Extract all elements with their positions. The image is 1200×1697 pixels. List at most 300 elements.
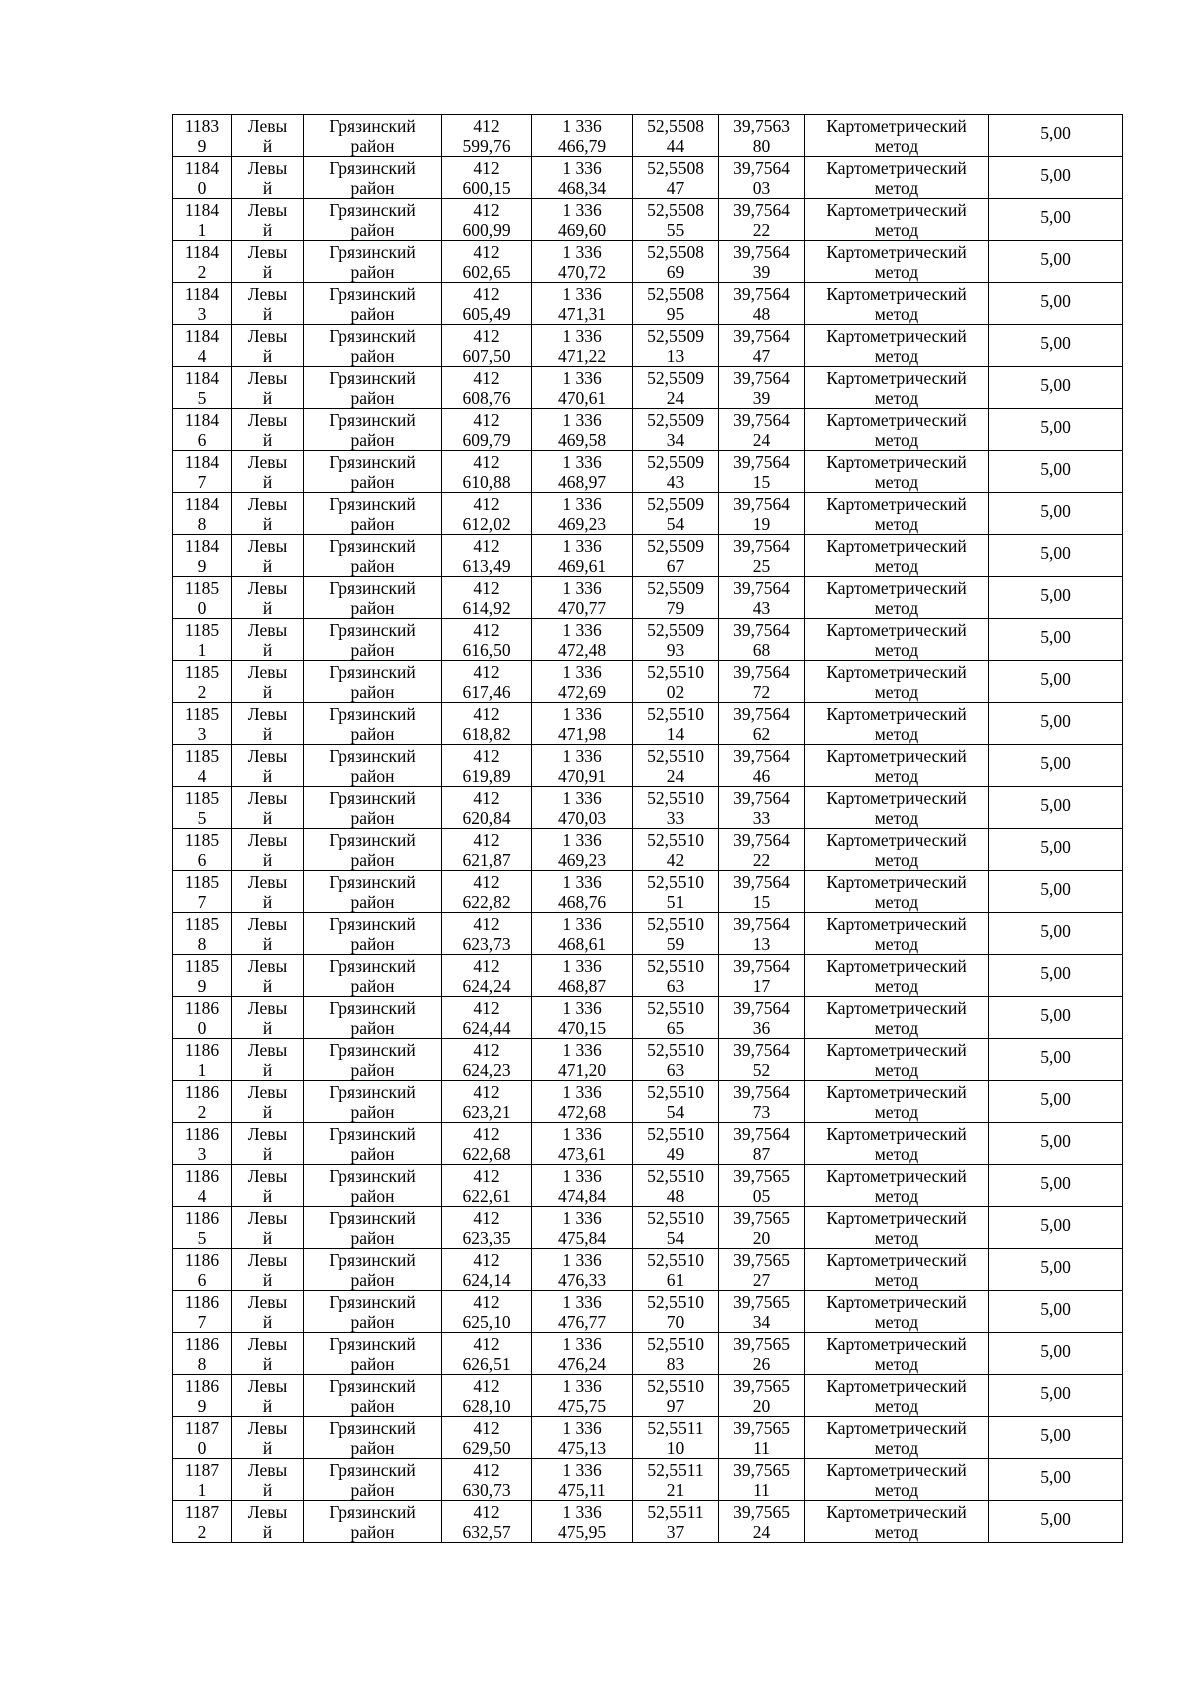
accuracy-cell: 5,00 <box>989 409 1123 451</box>
latitude-cell: 52,5510 24 <box>633 745 719 787</box>
coord-y-cell: 1 336 468,34 <box>532 157 633 199</box>
point-number-cell: 1184 0 <box>173 157 232 199</box>
coord-y-cell: 1 336 472,68 <box>532 1081 633 1123</box>
longitude-cell: 39,7565 20 <box>719 1375 805 1417</box>
district-cell: Грязинский район <box>304 199 442 241</box>
point-number-cell: 1184 2 <box>173 241 232 283</box>
table-row <box>173 115 1123 157</box>
district-cell: Грязинский район <box>304 115 442 157</box>
latitude-cell: 52,5510 59 <box>633 913 719 955</box>
accuracy-cell: 5,00 <box>989 1207 1123 1249</box>
district-cell: Грязинский район <box>304 913 442 955</box>
district-cell: Грязинский район <box>304 1501 442 1543</box>
longitude-cell: 39,7564 87 <box>719 1123 805 1165</box>
coord-y-cell: 1 336 469,58 <box>532 409 633 451</box>
latitude-cell: 52,5510 61 <box>633 1249 719 1291</box>
side-cell: Левы й <box>232 1165 304 1207</box>
coord-y-cell: 1 336 470,72 <box>532 241 633 283</box>
accuracy-cell: 5,00 <box>989 535 1123 577</box>
table-row <box>173 1039 1123 1081</box>
latitude-cell: 52,5508 95 <box>633 283 719 325</box>
side-cell: Левы й <box>232 535 304 577</box>
latitude-cell: 52,5509 79 <box>633 577 719 619</box>
longitude-cell: 39,7564 43 <box>719 577 805 619</box>
table-row <box>173 829 1123 871</box>
coord-x-cell: 412 626,51 <box>442 1333 532 1375</box>
accuracy-cell: 5,00 <box>989 787 1123 829</box>
accuracy-cell: 5,00 <box>989 367 1123 409</box>
table-row <box>173 1123 1123 1165</box>
method-cell: Картометрический метод <box>805 1039 989 1081</box>
table-row <box>173 871 1123 913</box>
longitude-cell: 39,7564 15 <box>719 871 805 913</box>
longitude-cell: 39,7564 03 <box>719 157 805 199</box>
table-row <box>173 703 1123 745</box>
side-cell: Левы й <box>232 661 304 703</box>
latitude-cell: 52,5510 42 <box>633 829 719 871</box>
coord-y-cell: 1 336 476,77 <box>532 1291 633 1333</box>
coord-x-cell: 412 612,02 <box>442 493 532 535</box>
longitude-cell: 39,7564 73 <box>719 1081 805 1123</box>
table-row <box>173 955 1123 997</box>
method-cell: Картометрический метод <box>805 451 989 493</box>
longitude-cell: 39,7565 05 <box>719 1165 805 1207</box>
coord-x-cell: 412 607,50 <box>442 325 532 367</box>
side-cell: Левы й <box>232 115 304 157</box>
district-cell: Грязинский район <box>304 1459 442 1501</box>
coord-x-cell: 412 600,15 <box>442 157 532 199</box>
longitude-cell: 39,7564 24 <box>719 409 805 451</box>
accuracy-cell: 5,00 <box>989 1165 1123 1207</box>
coord-y-cell: 1 336 471,31 <box>532 283 633 325</box>
method-cell: Картометрический метод <box>805 367 989 409</box>
coord-x-cell: 412 624,24 <box>442 955 532 997</box>
method-cell: Картометрический метод <box>805 829 989 871</box>
side-cell: Левы й <box>232 1039 304 1081</box>
accuracy-cell: 5,00 <box>989 829 1123 871</box>
coord-y-cell: 1 336 470,77 <box>532 577 633 619</box>
longitude-cell: 39,7564 72 <box>719 661 805 703</box>
side-cell: Левы й <box>232 1291 304 1333</box>
method-cell: Картометрический метод <box>805 1291 989 1333</box>
latitude-cell: 52,5510 48 <box>633 1165 719 1207</box>
point-number-cell: 1184 7 <box>173 451 232 493</box>
latitude-cell: 52,5510 63 <box>633 1039 719 1081</box>
coord-x-cell: 412 625,10 <box>442 1291 532 1333</box>
side-cell: Левы й <box>232 283 304 325</box>
coord-x-cell: 412 599,76 <box>442 115 532 157</box>
longitude-cell: 39,7564 46 <box>719 745 805 787</box>
table-row <box>173 367 1123 409</box>
point-number-cell: 1185 4 <box>173 745 232 787</box>
point-number-cell: 1186 1 <box>173 1039 232 1081</box>
latitude-cell: 52,5510 54 <box>633 1207 719 1249</box>
latitude-cell: 52,5510 14 <box>633 703 719 745</box>
accuracy-cell: 5,00 <box>989 1501 1123 1543</box>
latitude-cell: 52,5510 51 <box>633 871 719 913</box>
latitude-cell: 52,5511 21 <box>633 1459 719 1501</box>
method-cell: Картометрический метод <box>805 283 989 325</box>
latitude-cell: 52,5509 93 <box>633 619 719 661</box>
point-number-cell: 1185 5 <box>173 787 232 829</box>
accuracy-cell: 5,00 <box>989 997 1123 1039</box>
latitude-cell: 52,5510 97 <box>633 1375 719 1417</box>
table-row <box>173 157 1123 199</box>
accuracy-cell: 5,00 <box>989 1123 1123 1165</box>
longitude-cell: 39,7565 24 <box>719 1501 805 1543</box>
coord-y-cell: 1 336 470,15 <box>532 997 633 1039</box>
latitude-cell: 52,5510 63 <box>633 955 719 997</box>
side-cell: Левы й <box>232 745 304 787</box>
method-cell: Картометрический метод <box>805 577 989 619</box>
latitude-cell: 52,5509 54 <box>633 493 719 535</box>
coord-x-cell: 412 624,14 <box>442 1249 532 1291</box>
point-number-cell: 1184 4 <box>173 325 232 367</box>
latitude-cell: 52,5510 33 <box>633 787 719 829</box>
side-cell: Левы й <box>232 1249 304 1291</box>
method-cell: Картометрический метод <box>805 1501 989 1543</box>
coord-y-cell: 1 336 475,11 <box>532 1459 633 1501</box>
side-cell: Левы й <box>232 199 304 241</box>
district-cell: Грязинский район <box>304 703 442 745</box>
coord-y-cell: 1 336 470,61 <box>532 367 633 409</box>
side-cell: Левы й <box>232 703 304 745</box>
district-cell: Грязинский район <box>304 871 442 913</box>
point-number-cell: 1184 8 <box>173 493 232 535</box>
district-cell: Грязинский район <box>304 535 442 577</box>
point-number-cell: 1185 3 <box>173 703 232 745</box>
accuracy-cell: 5,00 <box>989 1459 1123 1501</box>
point-number-cell: 1183 9 <box>173 115 232 157</box>
point-number-cell: 1184 6 <box>173 409 232 451</box>
district-cell: Грязинский район <box>304 241 442 283</box>
accuracy-cell: 5,00 <box>989 1291 1123 1333</box>
accuracy-cell: 5,00 <box>989 1375 1123 1417</box>
longitude-cell: 39,7565 26 <box>719 1333 805 1375</box>
table-row <box>173 1501 1123 1543</box>
district-cell: Грязинский район <box>304 409 442 451</box>
coord-y-cell: 1 336 475,95 <box>532 1501 633 1543</box>
longitude-cell: 39,7564 17 <box>719 955 805 997</box>
method-cell: Картометрический метод <box>805 787 989 829</box>
accuracy-cell: 5,00 <box>989 1081 1123 1123</box>
side-cell: Левы й <box>232 619 304 661</box>
longitude-cell: 39,7564 68 <box>719 619 805 661</box>
method-cell: Картометрический метод <box>805 745 989 787</box>
coord-x-cell: 412 622,82 <box>442 871 532 913</box>
coord-x-cell: 412 622,68 <box>442 1123 532 1165</box>
side-cell: Левы й <box>232 787 304 829</box>
district-cell: Грязинский район <box>304 619 442 661</box>
longitude-cell: 39,7564 19 <box>719 493 805 535</box>
method-cell: Картометрический метод <box>805 619 989 661</box>
accuracy-cell: 5,00 <box>989 745 1123 787</box>
longitude-cell: 39,7564 22 <box>719 199 805 241</box>
district-cell: Грязинский район <box>304 745 442 787</box>
point-number-cell: 1187 1 <box>173 1459 232 1501</box>
method-cell: Картометрический метод <box>805 1165 989 1207</box>
table-row <box>173 1207 1123 1249</box>
method-cell: Картометрический метод <box>805 955 989 997</box>
longitude-cell: 39,7564 25 <box>719 535 805 577</box>
side-cell: Левы й <box>232 1459 304 1501</box>
coord-x-cell: 412 623,73 <box>442 913 532 955</box>
district-cell: Грязинский район <box>304 1249 442 1291</box>
coord-y-cell: 1 336 472,48 <box>532 619 633 661</box>
accuracy-cell: 5,00 <box>989 1039 1123 1081</box>
coord-x-cell: 412 628,10 <box>442 1375 532 1417</box>
accuracy-cell: 5,00 <box>989 241 1123 283</box>
coord-x-cell: 412 624,23 <box>442 1039 532 1081</box>
method-cell: Картометрический метод <box>805 325 989 367</box>
accuracy-cell: 5,00 <box>989 493 1123 535</box>
district-cell: Грязинский район <box>304 325 442 367</box>
side-cell: Левы й <box>232 913 304 955</box>
table-row <box>173 1375 1123 1417</box>
coord-y-cell: 1 336 472,69 <box>532 661 633 703</box>
point-number-cell: 1187 0 <box>173 1417 232 1459</box>
latitude-cell: 52,5509 43 <box>633 451 719 493</box>
method-cell: Картометрический метод <box>805 1081 989 1123</box>
coord-y-cell: 1 336 469,61 <box>532 535 633 577</box>
table-row <box>173 997 1123 1039</box>
coord-y-cell: 1 336 475,13 <box>532 1417 633 1459</box>
longitude-cell: 39,7564 15 <box>719 451 805 493</box>
district-cell: Грязинский район <box>304 1291 442 1333</box>
method-cell: Картометрический метод <box>805 115 989 157</box>
longitude-cell: 39,7564 22 <box>719 829 805 871</box>
side-cell: Левы й <box>232 1081 304 1123</box>
coord-y-cell: 1 336 468,87 <box>532 955 633 997</box>
coord-x-cell: 412 632,57 <box>442 1501 532 1543</box>
table-row <box>173 409 1123 451</box>
table-row <box>173 1333 1123 1375</box>
method-cell: Картометрический метод <box>805 1207 989 1249</box>
accuracy-cell: 5,00 <box>989 661 1123 703</box>
coord-y-cell: 1 336 470,03 <box>532 787 633 829</box>
table-row <box>173 1459 1123 1501</box>
side-cell: Левы й <box>232 1207 304 1249</box>
district-cell: Грязинский район <box>304 157 442 199</box>
method-cell: Картометрический метод <box>805 1123 989 1165</box>
table-row <box>173 577 1123 619</box>
longitude-cell: 39,7564 33 <box>719 787 805 829</box>
coord-y-cell: 1 336 468,76 <box>532 871 633 913</box>
coord-x-cell: 412 630,73 <box>442 1459 532 1501</box>
latitude-cell: 52,5509 67 <box>633 535 719 577</box>
district-cell: Грязинский район <box>304 451 442 493</box>
point-number-cell: 1186 6 <box>173 1249 232 1291</box>
method-cell: Картометрический метод <box>805 913 989 955</box>
longitude-cell: 39,7564 47 <box>719 325 805 367</box>
point-number-cell: 1184 5 <box>173 367 232 409</box>
coord-x-cell: 412 619,89 <box>442 745 532 787</box>
point-number-cell: 1186 2 <box>173 1081 232 1123</box>
coord-x-cell: 412 602,65 <box>442 241 532 283</box>
method-cell: Картометрический метод <box>805 409 989 451</box>
longitude-cell: 39,7565 27 <box>719 1249 805 1291</box>
point-number-cell: 1185 0 <box>173 577 232 619</box>
method-cell: Картометрический метод <box>805 1375 989 1417</box>
accuracy-cell: 5,00 <box>989 115 1123 157</box>
accuracy-cell: 5,00 <box>989 913 1123 955</box>
longitude-cell: 39,7563 80 <box>719 115 805 157</box>
side-cell: Левы й <box>232 241 304 283</box>
latitude-cell: 52,5508 47 <box>633 157 719 199</box>
table-row <box>173 661 1123 703</box>
table-row <box>173 493 1123 535</box>
point-number-cell: 1186 3 <box>173 1123 232 1165</box>
side-cell: Левы й <box>232 1417 304 1459</box>
accuracy-cell: 5,00 <box>989 1333 1123 1375</box>
latitude-cell: 52,5509 13 <box>633 325 719 367</box>
latitude-cell: 52,5510 83 <box>633 1333 719 1375</box>
district-cell: Грязинский район <box>304 283 442 325</box>
method-cell: Картометрический метод <box>805 1417 989 1459</box>
coord-x-cell: 412 621,87 <box>442 829 532 871</box>
side-cell: Левы й <box>232 1123 304 1165</box>
point-number-cell: 1186 5 <box>173 1207 232 1249</box>
coord-y-cell: 1 336 469,23 <box>532 829 633 871</box>
coord-y-cell: 1 336 475,75 <box>532 1375 633 1417</box>
method-cell: Картометрический метод <box>805 1249 989 1291</box>
table-row <box>173 1291 1123 1333</box>
side-cell: Левы й <box>232 367 304 409</box>
latitude-cell: 52,5510 54 <box>633 1081 719 1123</box>
point-number-cell: 1185 2 <box>173 661 232 703</box>
point-number-cell: 1185 1 <box>173 619 232 661</box>
coord-x-cell: 412 605,49 <box>442 283 532 325</box>
coord-x-cell: 412 608,76 <box>442 367 532 409</box>
coordinates-table <box>172 114 1123 1543</box>
side-cell: Левы й <box>232 577 304 619</box>
method-cell: Картометрический метод <box>805 997 989 1039</box>
coord-x-cell: 412 600,99 <box>442 199 532 241</box>
side-cell: Левы й <box>232 409 304 451</box>
table-row <box>173 325 1123 367</box>
point-number-cell: 1185 9 <box>173 955 232 997</box>
method-cell: Картометрический метод <box>805 241 989 283</box>
district-cell: Грязинский район <box>304 955 442 997</box>
side-cell: Левы й <box>232 157 304 199</box>
latitude-cell: 52,5510 65 <box>633 997 719 1039</box>
accuracy-cell: 5,00 <box>989 325 1123 367</box>
district-cell: Грязинский район <box>304 1417 442 1459</box>
side-cell: Левы й <box>232 451 304 493</box>
side-cell: Левы й <box>232 829 304 871</box>
accuracy-cell: 5,00 <box>989 955 1123 997</box>
coord-x-cell: 412 613,49 <box>442 535 532 577</box>
coord-x-cell: 412 617,46 <box>442 661 532 703</box>
district-cell: Грязинский район <box>304 1039 442 1081</box>
method-cell: Картометрический метод <box>805 157 989 199</box>
coord-y-cell: 1 336 476,24 <box>532 1333 633 1375</box>
side-cell: Левы й <box>232 997 304 1039</box>
coord-x-cell: 412 610,88 <box>442 451 532 493</box>
latitude-cell: 52,5510 02 <box>633 661 719 703</box>
accuracy-cell: 5,00 <box>989 451 1123 493</box>
table-row <box>173 1165 1123 1207</box>
district-cell: Грязинский район <box>304 787 442 829</box>
accuracy-cell: 5,00 <box>989 1249 1123 1291</box>
longitude-cell: 39,7565 20 <box>719 1207 805 1249</box>
coord-y-cell: 1 336 468,97 <box>532 451 633 493</box>
side-cell: Левы й <box>232 871 304 913</box>
method-cell: Картометрический метод <box>805 535 989 577</box>
coord-y-cell: 1 336 469,60 <box>532 199 633 241</box>
longitude-cell: 39,7564 39 <box>719 241 805 283</box>
district-cell: Грязинский район <box>304 577 442 619</box>
side-cell: Левы й <box>232 955 304 997</box>
district-cell: Грязинский район <box>304 829 442 871</box>
longitude-cell: 39,7565 34 <box>719 1291 805 1333</box>
coord-y-cell: 1 336 471,22 <box>532 325 633 367</box>
method-cell: Картометрический метод <box>805 1459 989 1501</box>
district-cell: Грязинский район <box>304 493 442 535</box>
longitude-cell: 39,7564 36 <box>719 997 805 1039</box>
point-number-cell: 1186 4 <box>173 1165 232 1207</box>
point-number-cell: 1186 8 <box>173 1333 232 1375</box>
accuracy-cell: 5,00 <box>989 871 1123 913</box>
point-number-cell: 1185 8 <box>173 913 232 955</box>
coord-y-cell: 1 336 471,20 <box>532 1039 633 1081</box>
latitude-cell: 52,5508 55 <box>633 199 719 241</box>
coord-x-cell: 412 623,21 <box>442 1081 532 1123</box>
method-cell: Картометрический метод <box>805 661 989 703</box>
coord-x-cell: 412 609,79 <box>442 409 532 451</box>
coord-y-cell: 1 336 468,61 <box>532 913 633 955</box>
point-number-cell: 1184 9 <box>173 535 232 577</box>
coord-y-cell: 1 336 473,61 <box>532 1123 633 1165</box>
table-row <box>173 619 1123 661</box>
coord-x-cell: 412 622,61 <box>442 1165 532 1207</box>
longitude-cell: 39,7564 48 <box>719 283 805 325</box>
coord-x-cell: 412 629,50 <box>442 1417 532 1459</box>
method-cell: Картометрический метод <box>805 199 989 241</box>
side-cell: Левы й <box>232 1375 304 1417</box>
side-cell: Левы й <box>232 325 304 367</box>
latitude-cell: 52,5508 44 <box>633 115 719 157</box>
coord-x-cell: 412 616,50 <box>442 619 532 661</box>
accuracy-cell: 5,00 <box>989 619 1123 661</box>
district-cell: Грязинский район <box>304 1081 442 1123</box>
table-row <box>173 745 1123 787</box>
coord-y-cell: 1 336 474,84 <box>532 1165 633 1207</box>
longitude-cell: 39,7564 52 <box>719 1039 805 1081</box>
table-body <box>173 115 1123 1543</box>
latitude-cell: 52,5510 70 <box>633 1291 719 1333</box>
point-number-cell: 1184 1 <box>173 199 232 241</box>
table-row <box>173 451 1123 493</box>
table-row <box>173 1417 1123 1459</box>
coord-x-cell: 412 614,92 <box>442 577 532 619</box>
district-cell: Грязинский район <box>304 1123 442 1165</box>
point-number-cell: 1186 0 <box>173 997 232 1039</box>
method-cell: Картометрический метод <box>805 871 989 913</box>
point-number-cell: 1186 7 <box>173 1291 232 1333</box>
method-cell: Картометрический метод <box>805 703 989 745</box>
accuracy-cell: 5,00 <box>989 283 1123 325</box>
point-number-cell: 1184 3 <box>173 283 232 325</box>
district-cell: Грязинский район <box>304 367 442 409</box>
side-cell: Левы й <box>232 493 304 535</box>
coord-x-cell: 412 620,84 <box>442 787 532 829</box>
method-cell: Картометрический метод <box>805 1333 989 1375</box>
table-row <box>173 913 1123 955</box>
latitude-cell: 52,5509 24 <box>633 367 719 409</box>
table-row <box>173 1081 1123 1123</box>
district-cell: Грязинский район <box>304 1333 442 1375</box>
